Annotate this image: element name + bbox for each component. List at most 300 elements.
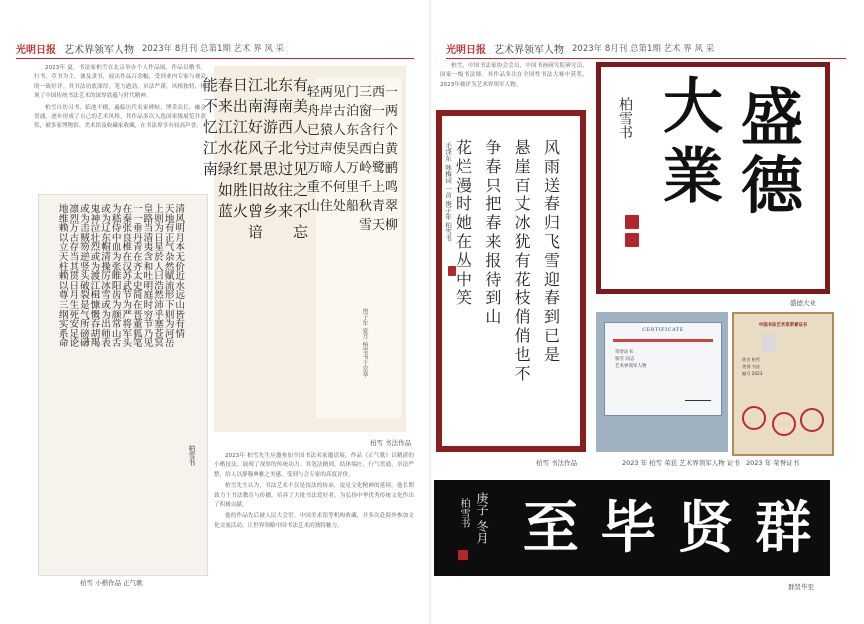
calligraphy-char: 有	[175, 319, 185, 331]
intro-article	[34, 64, 206, 184]
text-column	[372, 86, 385, 396]
calligraphy-char: 明	[143, 280, 154, 292]
calligraphy-char: 上	[154, 204, 164, 215]
regular-script-artwork	[202, 66, 406, 432]
calligraphy-char: 月	[175, 232, 185, 244]
calligraphy-char: 红	[232, 160, 248, 178]
calligraphy-char: 严	[122, 309, 133, 321]
text-column	[175, 205, 185, 555]
calligraphy-char: 行	[371, 123, 385, 138]
seal-stamp	[448, 266, 456, 276]
banner-char: 贤	[677, 495, 734, 561]
calligraphy-char: 生	[69, 299, 80, 311]
calligraphy-char: 羯	[90, 338, 101, 350]
calligraphy-char: 山	[111, 328, 122, 340]
calligraphy-char: 之	[292, 181, 308, 199]
text-column	[101, 205, 111, 555]
calligraphy-char: 有	[292, 76, 308, 94]
regular-script-text	[202, 76, 308, 378]
certificate-1-line: 柏雪 同志	[615, 357, 635, 362]
calligraphy-char: 维	[58, 213, 69, 225]
shengde-signature: 柏雪书	[617, 97, 633, 139]
calligraphy-char: 绿	[217, 160, 233, 178]
calligraphy-char: 或	[80, 204, 90, 215]
cursive-poem-caption: 柏雪 书法作品	[536, 459, 578, 467]
calligraphy-char: 为	[111, 299, 122, 311]
certificate-2-title: 中国书法艺术家荣誉证书	[758, 323, 808, 328]
calligraphy-char: 路	[143, 213, 154, 225]
calligraphy-char: 个	[384, 123, 398, 138]
calligraphy-char: 则	[164, 309, 175, 321]
calligraphy-char: 秦	[122, 213, 133, 225]
calligraphy-char: 为	[154, 223, 164, 235]
calligraphy-char: 辽	[101, 223, 111, 235]
calligraphy-char: 百	[514, 175, 531, 195]
calligraphy-char: 笏	[80, 242, 90, 254]
calligraphy-char: 柱	[58, 261, 69, 273]
calligraphy-char: 一	[371, 104, 385, 119]
calligraphy-char: 以	[58, 280, 69, 292]
calligraphy-char: 不	[202, 97, 218, 115]
calligraphy-char: 春	[543, 288, 560, 308]
calligraphy-char: 雪	[358, 218, 372, 233]
calligraphy-char: 当	[143, 223, 154, 235]
calligraphy-char: 在	[133, 299, 143, 311]
calligraphy-char: 胜	[232, 181, 248, 199]
calligraphy-char: 在	[122, 251, 133, 263]
calligraphy-char: 泣	[90, 223, 101, 235]
calligraphy-char: 北	[262, 76, 278, 94]
calligraphy-char: 命	[58, 338, 69, 350]
calligraphy-char: 以	[58, 232, 69, 244]
cursive-poem-artwork	[442, 116, 580, 446]
calligraphy-char: 烈	[69, 213, 80, 225]
calligraphy-char: 岭	[358, 161, 372, 176]
calligraphy-char: 裂	[80, 290, 90, 302]
right-header	[446, 40, 714, 56]
calligraphy-char: 吐	[143, 271, 154, 283]
header-meta: 2023年 8月刊 总第1期 艺术 界 风 采	[142, 44, 285, 54]
calligraphy-char: 江	[232, 118, 248, 136]
calligraphy-char: 赖	[58, 223, 69, 235]
calligraphy-char: 丈	[514, 194, 531, 214]
calligraphy-char: 山	[175, 299, 185, 311]
calligraphy-char: 张	[122, 223, 133, 235]
calligraphy-char: 俏	[514, 307, 531, 327]
calligraphy-char: 江	[247, 76, 263, 94]
calligraphy-char: 椎	[122, 242, 133, 254]
calligraphy-char: 往	[277, 181, 293, 199]
calligraphy-char: 冥	[154, 338, 164, 350]
calligraphy-char: 花	[456, 138, 473, 157]
calligraphy-char: 东	[277, 76, 293, 94]
calligraphy-char: 为	[111, 204, 122, 215]
calligraphy-char: 重	[306, 180, 320, 195]
calligraphy-char: 万	[69, 223, 80, 235]
calligraphy-char: 然	[164, 261, 175, 273]
text-column	[69, 205, 79, 555]
certificate-1-banner	[613, 339, 713, 342]
calligraphy-char: 礴	[80, 338, 90, 350]
calligraphy-char: 时	[143, 299, 154, 311]
calligraphy-char: 烂	[456, 156, 473, 176]
header-brand: 光明日报	[446, 44, 486, 56]
calligraphy-char: 業	[663, 142, 723, 212]
text-column	[263, 78, 278, 378]
calligraphy-char: 海	[262, 97, 278, 115]
calligraphy-char: 天	[58, 251, 69, 263]
regular-script-panel-left	[202, 76, 312, 418]
small-script-caption: 柏雪 小楷作品 正气歌	[80, 579, 143, 587]
calligraphy-char: 浩	[154, 280, 164, 292]
calligraphy-char: 古	[69, 232, 80, 244]
calligraphy-char: 杂	[164, 251, 175, 263]
calligraphy-char: 风	[175, 213, 185, 225]
calligraphy-char: 报	[485, 250, 502, 270]
calligraphy-char: 帽	[101, 242, 111, 254]
stamp-icon	[772, 412, 796, 436]
calligraphy-char: 谙	[247, 223, 263, 241]
calligraphy-char: 好	[247, 118, 263, 136]
calligraphy-char: 慷	[90, 299, 101, 311]
calligraphy-char: 来	[277, 202, 293, 220]
calligraphy-char: 春	[543, 194, 560, 214]
calligraphy-char: 有	[514, 250, 531, 270]
calligraphy-char: 见	[332, 85, 346, 100]
calligraphy-char: 常	[111, 319, 122, 331]
calligraphy-char: 冰	[101, 280, 111, 292]
calligraphy-char: 近	[175, 271, 185, 283]
header-rule	[16, 58, 414, 59]
calligraphy-char: 渡	[90, 271, 101, 283]
calligraphy-char: 楫	[90, 290, 101, 302]
calligraphy-char: 其	[69, 261, 80, 273]
calligraphy-char: 情	[175, 328, 185, 340]
calligraphy-char: 南	[277, 97, 293, 115]
calligraphy-char: 嵇	[111, 213, 122, 225]
calligraphy-char: 三	[58, 299, 69, 311]
calligraphy-char: 神	[90, 213, 101, 225]
certificate-2-line: 姓名 柏雪	[742, 357, 761, 362]
middle-paragraph: 柏雪先生认为，书法艺术不仅是技法的传承，更是文化精神的延续。他长期致力于书法教育与传播，培养了大批书法爱好者，为弘扬中华优秀传统文化作出了积极贡献。	[214, 483, 414, 509]
text-column	[485, 140, 501, 430]
calligraphy-char: 子	[262, 139, 278, 157]
calligraphy-char: 万	[306, 161, 320, 176]
certificate-1-line: 艺术界领军人物	[615, 364, 647, 369]
calligraphy-char: 垂	[133, 223, 143, 235]
regular-script-caption: 柏雪 书法作品	[370, 439, 412, 447]
calligraphy-char: 能	[202, 76, 218, 94]
calligraphy-char: 武	[122, 280, 133, 292]
calligraphy-char: 黄	[384, 142, 398, 157]
calligraphy-char: 如	[217, 181, 233, 199]
calligraphy-char: 或	[101, 299, 111, 311]
calligraphy-char: 忆	[202, 118, 218, 136]
cursive-poem-text	[456, 140, 560, 430]
regular-script-panel-right	[306, 78, 402, 418]
calligraphy-char: 日	[232, 76, 248, 94]
calligraphy-char: 门	[345, 85, 359, 100]
calligraphy-char: 春	[485, 156, 502, 176]
text-column	[165, 205, 175, 555]
calligraphy-char: 汉	[122, 261, 133, 273]
text-column	[333, 86, 346, 396]
calligraphy-char: 一	[133, 213, 143, 225]
calligraphy-char: 磅	[80, 328, 90, 340]
calligraphy-char: 乡	[262, 202, 278, 220]
calligraphy-char: 德	[741, 149, 804, 222]
shengde-caption: 盛德大业	[790, 299, 816, 307]
calligraphy-char: 吞	[90, 319, 101, 331]
right-intro	[440, 62, 588, 102]
calligraphy-char: 过	[277, 160, 293, 178]
calligraphy-char: 轻	[306, 85, 320, 100]
calligraphy-char: 争	[485, 138, 502, 157]
calligraphy-char: 崖	[514, 156, 531, 176]
calligraphy-char: 漫	[456, 175, 473, 195]
calligraphy-char: 南	[202, 160, 218, 178]
calligraphy-char: 星	[154, 242, 164, 254]
calligraphy-char: 尊	[58, 290, 69, 302]
calligraphy-char: 胡	[90, 328, 101, 340]
intro-paragraph: 2023年 夏，书法家柏雪在北京举办个人作品展，作品以楷书、行书、草书为主，兼及隶书，展出作品百余幅，受到业内专家与观众的一致好评。其书法功底深厚，笔力遒劲，章法严谨，风格独特，体现了中国传统书法艺术的深厚底蕴与时代精神。	[34, 65, 206, 100]
calligraphy-char: 江	[217, 118, 233, 136]
calligraphy-char: 兮	[292, 139, 308, 157]
calligraphy-char: 远	[175, 290, 185, 302]
calligraphy-char: 气	[164, 242, 175, 254]
calligraphy-char: 或	[90, 251, 101, 263]
calligraphy-char: 天	[371, 218, 385, 233]
calligraphy-char: 节	[122, 290, 133, 302]
calligraphy-char: 厉	[101, 271, 111, 283]
stamp-icon	[800, 408, 824, 432]
small-script-artwork	[38, 194, 208, 576]
calligraphy-char: 存	[69, 242, 80, 254]
calligraphy-char: 人	[332, 123, 346, 138]
calligraphy-char: 庭	[143, 290, 154, 302]
calligraphy-char: 曰	[154, 271, 164, 283]
shengde-daye-artwork	[601, 67, 825, 289]
cursive-poem-frame	[436, 110, 586, 452]
middle-paragraph: 2023年 柏雪先生应邀参加全国书法名家邀请展，作品《正气歌》以精湛的小楷技法，展现了深厚的传统功力。其笔法精到，结体端庄，行气贯通，章法严整，给人以静穆典雅之美感，受到与会专家的高度评价。	[214, 453, 414, 478]
calligraphy-char: 足	[69, 328, 80, 340]
calligraphy-char: 吴	[345, 142, 359, 157]
calligraphy-char: 师	[101, 328, 111, 340]
text-column	[385, 86, 398, 396]
calligraphy-char: 江	[90, 280, 101, 292]
calligraphy-char: 秋	[358, 199, 372, 214]
calligraphy-char: 人	[332, 161, 346, 176]
calligraphy-char: 枝	[514, 288, 531, 308]
calligraphy-char: 击	[80, 223, 90, 235]
calligraphy-char: 论	[69, 338, 80, 350]
calligraphy-char: 已	[306, 123, 320, 138]
calligraphy-char: 鸣	[384, 180, 398, 195]
calligraphy-char: 简	[133, 290, 143, 302]
calligraphy-char: 下	[164, 299, 175, 311]
header-section: 艺术界领军人物	[64, 44, 134, 56]
calligraphy-char: 鬼	[90, 204, 101, 215]
text-column	[248, 78, 263, 378]
calligraphy-char: 出	[101, 319, 111, 331]
certificate-2-line: 类别 书法	[742, 364, 761, 369]
calligraphy-char: 东	[101, 232, 111, 244]
header-meta: 2023年 8月刊 总第1期 艺术 界 风 采	[572, 44, 715, 54]
calligraphy-char: 纲	[58, 309, 69, 321]
certificate-2-line: 编号 2023	[742, 371, 763, 376]
calligraphy-char: 赖	[58, 271, 69, 283]
calligraphy-char: 无	[175, 251, 185, 263]
calligraphy-char: 所	[80, 319, 90, 331]
banner-char: 毕	[600, 495, 657, 561]
calligraphy-char: 山	[306, 199, 320, 214]
small-script-text	[45, 205, 185, 555]
calligraphy-char: 水	[217, 139, 233, 157]
calligraphy-char: 迎	[543, 269, 560, 289]
calligraphy-char: 她	[456, 213, 473, 233]
small-script-signature: 柏雪书	[188, 445, 196, 466]
calligraphy-char: 笑	[456, 288, 473, 308]
text-column	[59, 205, 69, 555]
text-column	[133, 205, 143, 555]
calligraphy-char: 人	[292, 118, 308, 136]
calligraphy-char: 张	[111, 261, 122, 273]
certificate-2-body	[742, 356, 762, 377]
calligraphy-char: 颜	[111, 309, 122, 321]
calligraphy-char: 盛	[741, 81, 804, 154]
calligraphy-char: 青	[133, 242, 143, 254]
calligraphy-char: 塞	[154, 319, 164, 331]
calligraphy-char: 系	[58, 328, 69, 340]
middle-article	[214, 452, 414, 592]
calligraphy-char: 有	[164, 223, 175, 235]
calligraphy-char: 千	[358, 180, 372, 195]
calligraphy-char: 景	[247, 160, 263, 178]
text-column	[112, 205, 122, 555]
calligraphy-char: 东	[345, 123, 359, 138]
calligraphy-char: 为	[164, 319, 175, 331]
calligraphy-char: 翠	[384, 199, 398, 214]
certificate-1-photo	[596, 312, 728, 452]
calligraphy-char: 是	[543, 344, 560, 364]
couplet-text	[306, 85, 398, 396]
calligraphy-char: 思	[262, 160, 278, 178]
calligraphy-char: 睢	[111, 271, 122, 283]
calligraphy-char: 见	[143, 338, 154, 350]
calligraphy-char: 丹	[133, 232, 143, 244]
calligraphy-char: 晋	[133, 309, 143, 321]
calligraphy-char: 西	[358, 142, 372, 157]
calligraphy-char: 舟	[306, 104, 320, 119]
text-column	[218, 78, 233, 378]
calligraphy-char: 清	[143, 232, 154, 244]
calligraphy-char: 头	[122, 338, 133, 350]
calligraphy-char: 江	[202, 139, 218, 157]
text-column	[91, 205, 101, 555]
text-column	[203, 78, 218, 378]
calligraphy-char: 船	[345, 199, 359, 214]
calligraphy-char: 壮	[90, 232, 101, 244]
calligraphy-char: 实	[58, 319, 69, 331]
text-column	[346, 86, 359, 396]
cursive-poem-signature: 毛泽东 咏梅词 一首 庚子年 柏雪书	[444, 142, 452, 242]
shengde-line2	[663, 72, 723, 212]
header-brand: 光明日报	[16, 44, 56, 56]
calligraphy-char: 苏	[122, 271, 133, 283]
middle-paragraph: 他的作品先后被人民大会堂、中国美术馆等机构收藏，并多次赴海外参加文化交流活动，让世界领略中国书法艺术的独特魅力。	[214, 513, 414, 529]
calligraphy-char: 竖	[80, 261, 90, 273]
calligraphy-char: 古	[332, 104, 346, 119]
calligraphy-char: 见	[292, 160, 308, 178]
calligraphy-char: 只	[485, 175, 502, 195]
calligraphy-char: 也	[514, 344, 531, 364]
certificate-2	[732, 312, 834, 456]
calligraphy-char: 凛	[69, 204, 80, 215]
calligraphy-char: 旧	[247, 181, 263, 199]
calligraphy-char: 节	[143, 319, 154, 331]
calligraphy-char: 鹂	[384, 161, 398, 176]
banner-signature-name: 柏雪书	[458, 498, 469, 528]
calligraphy-char: 三	[358, 85, 372, 100]
banner-char: 群	[755, 495, 812, 561]
calligraphy-char: 破	[80, 280, 90, 292]
right-intro-paragraph: 柏雪，中国书法家协会会员，中国书画研究院研究员，国家一级书法师。其作品多次在全国性书法大赛中获奖，2023年被评为艺术界领军人物。	[440, 63, 588, 88]
calligraphy-char: 泊	[345, 104, 359, 119]
calligraphy-char: 含	[143, 251, 154, 263]
calligraphy-char: 使	[332, 142, 346, 157]
header-rule	[446, 58, 846, 59]
calligraphy-char: 安	[69, 319, 80, 331]
seal-stamp	[625, 215, 639, 229]
calligraphy-char: 到	[485, 288, 502, 308]
calligraphy-char: 慨	[90, 309, 101, 321]
calligraphy-char: 送	[543, 175, 560, 195]
calligraphy-char: 清	[101, 251, 111, 263]
calligraphy-char: 天	[164, 204, 175, 215]
calligraphy-char: 来	[485, 231, 502, 251]
calligraphy-char: 春	[217, 76, 233, 94]
text-column	[320, 86, 333, 396]
calligraphy-char: 两	[319, 85, 333, 100]
calligraphy-char: 啼	[319, 161, 333, 176]
calligraphy-char: 逆	[80, 251, 90, 263]
banner-signature-date: 庚子 冬月	[475, 492, 489, 544]
calligraphy-char: 游	[262, 118, 278, 136]
calligraphy-char: 犹	[514, 231, 531, 251]
calligraphy-char: 日	[154, 232, 164, 244]
certificate-1-title: CERTIFICATE	[642, 327, 684, 333]
calligraphy-char: 於	[154, 251, 164, 263]
calligraphy-char: 贼	[80, 232, 90, 244]
text-column	[515, 140, 531, 430]
calligraphy-char: 苍	[154, 328, 164, 340]
calligraphy-char: 归	[543, 213, 560, 233]
calligraphy-char: 春	[485, 213, 502, 233]
calligraphy-char: 蓝	[217, 202, 233, 220]
calligraphy-char: 为	[111, 251, 122, 263]
calligraphy-char: 时	[456, 194, 473, 214]
calligraphy-char: 忘	[292, 223, 308, 241]
calligraphy-char: 上	[371, 180, 385, 195]
calligraphy-char: 在	[122, 204, 133, 215]
calligraphy-char: 岸	[319, 104, 333, 119]
calligraphy-char: 则	[154, 213, 164, 225]
calligraphy-char: 正	[164, 232, 175, 244]
calligraphy-char: 处	[332, 199, 346, 214]
calligraphy-char: 赋	[164, 271, 175, 283]
calligraphy-char: 何	[332, 180, 346, 195]
calligraphy-char: 为	[90, 261, 101, 273]
